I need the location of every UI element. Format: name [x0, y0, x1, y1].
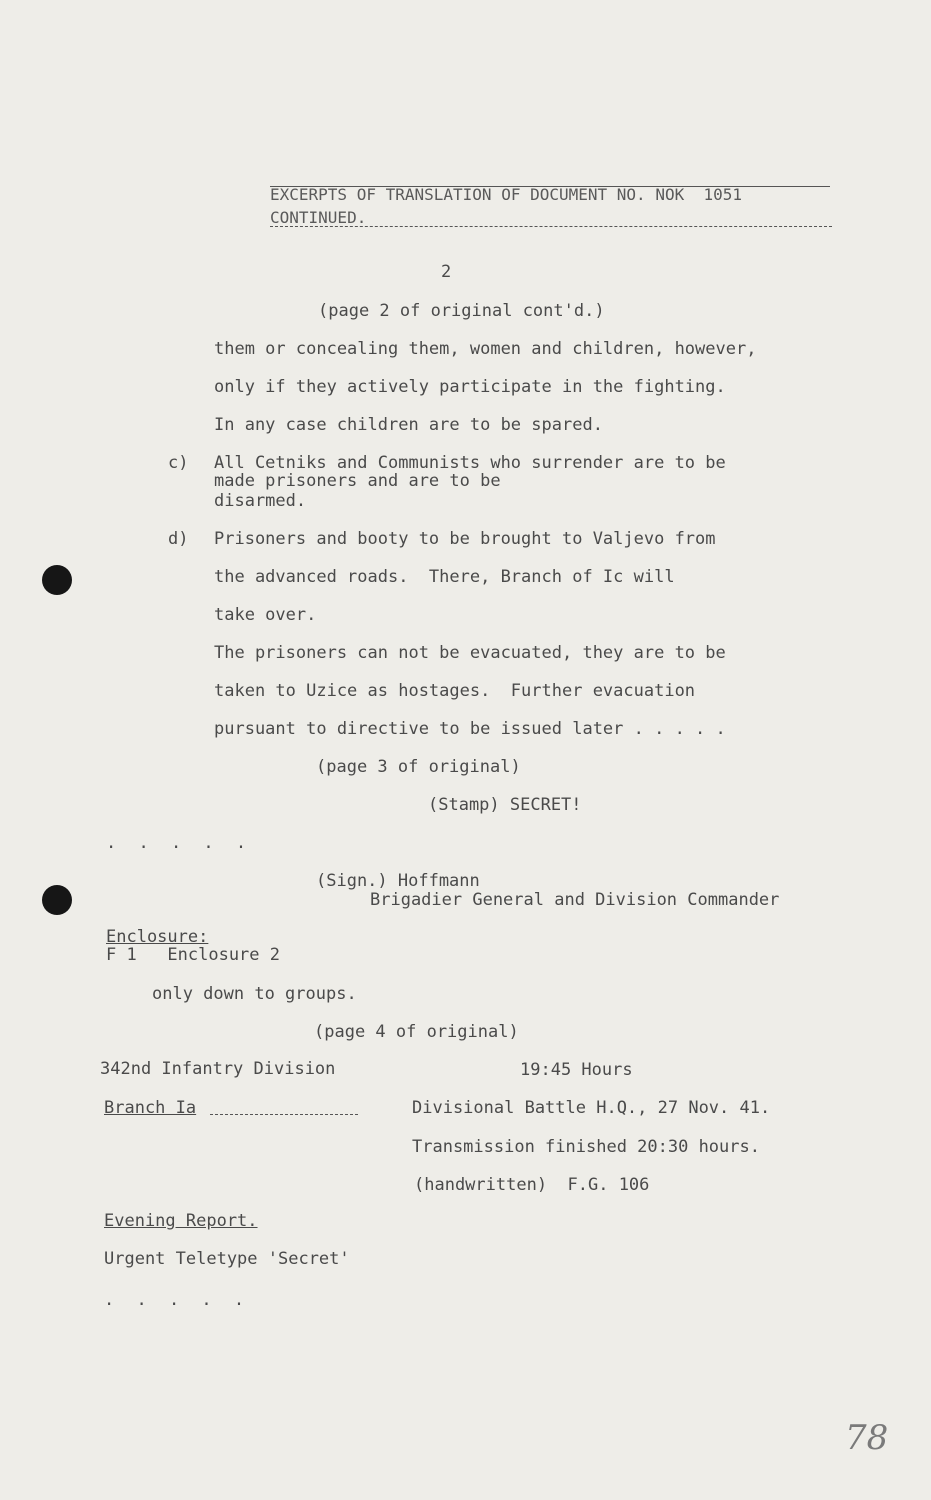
hq-date: Divisional Battle H.Q., 27 Nov. 41. — [412, 1098, 771, 1118]
branch-rule — [210, 1114, 358, 1115]
signature-name: (Sign.) Hoffmann — [316, 871, 480, 891]
item-d-line-5: taken to Uzice as hostages. Further evacuation — [214, 681, 696, 701]
item-c-line-3: disarmed. — [214, 491, 307, 511]
teletype-line: Urgent Teletype 'Secret' — [104, 1249, 350, 1269]
punch-hole-top — [42, 565, 72, 595]
header-line-1: EXCERPTS OF TRANSLATION OF DOCUMENT NO. NOK 1051 — [270, 185, 743, 204]
item-c-label: c) — [168, 453, 189, 473]
branch-label: Branch Ia — [104, 1098, 197, 1118]
punch-hole-bottom — [42, 885, 72, 915]
item-d-line-2: the advanced roads. There, Branch of Ic will — [214, 567, 675, 587]
enclosure-line: F 1 Enclosure 2 — [106, 945, 280, 965]
page-ref-3: (page 3 of original) — [316, 757, 521, 777]
signature-title: Brigadier General and Division Commander — [370, 890, 780, 910]
item-d-label: d) — [168, 529, 189, 549]
item-d-line-6: pursuant to directive to be issued later . . . . . — [214, 719, 726, 739]
para-line-3: In any case children are to be spared. — [214, 415, 603, 435]
item-d-line-3: take over. — [214, 605, 317, 625]
transmission-line: Transmission finished 20:30 hours. — [412, 1137, 760, 1157]
item-d-line-4: The prisoners can not be evacuated, they are to be — [214, 643, 726, 663]
header-rule-1 — [270, 186, 830, 187]
enclosure-label: Enclosure: — [106, 927, 209, 947]
header-line-2: CONTINUED. — [270, 208, 367, 227]
ellipsis-1: . . . . . — [106, 833, 253, 853]
corner-handwritten-mark: 78 — [845, 1418, 889, 1458]
item-c-line-2: made prisoners and are to be — [214, 471, 501, 491]
para-line-1: them or concealing them, women and children, however, — [214, 339, 757, 359]
item-d-line-1: Prisoners and booty to be brought to Valjevo from — [214, 529, 716, 549]
only-down-line: only down to groups. — [152, 984, 357, 1004]
division-name: 342nd Infantry Division — [100, 1059, 336, 1079]
para-line-2: only if they actively participate in the fighting. — [214, 377, 726, 397]
handwritten-note: (handwritten) F.G. 106 — [414, 1175, 650, 1195]
secret-stamp: (Stamp) SECRET! — [428, 795, 582, 815]
page-ref-4: (page 4 of original) — [314, 1022, 519, 1042]
header-rule-2 — [270, 226, 832, 227]
report-time: 19:45 Hours — [520, 1060, 633, 1080]
page-ref-2: (page 2 of original cont'd.) — [318, 301, 605, 321]
item-c-line-1: All Cetniks and Communists who surrender are to be — [214, 453, 726, 473]
ellipsis-2: . . . . . — [104, 1290, 251, 1310]
evening-report-title: Evening Report. — [104, 1211, 258, 1231]
page-number: 2 — [441, 262, 452, 282]
